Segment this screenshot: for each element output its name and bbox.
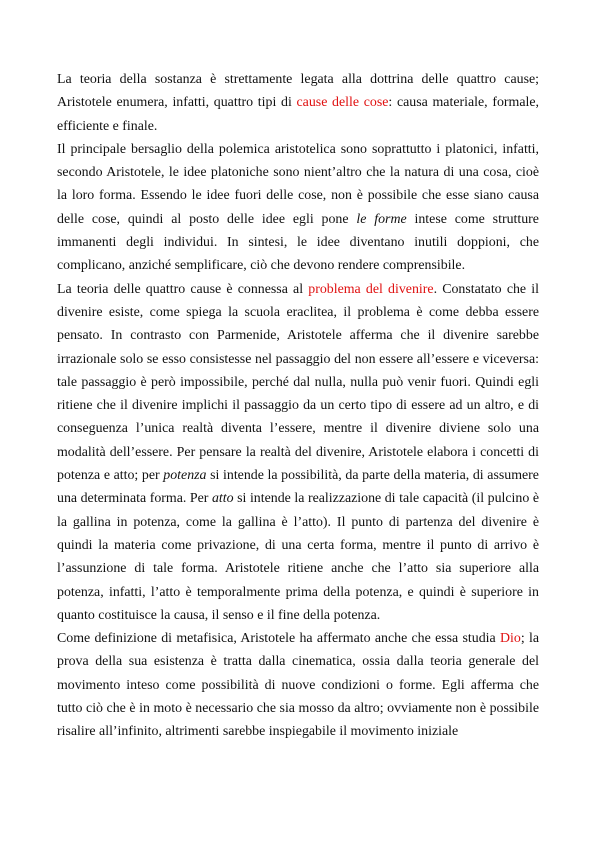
body-text	[57, 68, 539, 744]
text-run: La teoria delle quattro cause è connessa al	[57, 281, 309, 297]
emphasis-atto: atto	[211, 491, 234, 507]
paragraph-platonic-critique	[57, 138, 539, 278]
emphasis-le-forme: le forme	[356, 211, 407, 227]
paragraph-metaphysics-god	[57, 627, 539, 743]
text-run: Il principale bersaglio della polemica aristotelica sono soprattutto i platonici, infatti, secondo Aristotele, le idee platoniche sono nient’altro che la natura di una cosa, cioè la loro forma. Essendo le idee fuori delle cose, non è possibile che esse siano causa delle cose, quindi al posto delle idee egli pone	[57, 141, 539, 227]
text-run: : causa materiale, formale, efficiente e finale.	[57, 95, 539, 134]
text-run: ; la prova della sua esistenza è tratta dalla cinematica, ossia dalla teoria generale del movimento inteso come possibilità di nuove condizioni o forme. Egli afferma che tutto ciò che è in moto è necessario che sia mosso da altro; ovviamente non è possibile risalire all’infinito, altrimenti sarebbe inspiegabile il movimento iniziale	[57, 631, 539, 740]
text-run: Come definizione di metafisica, Aristotele ha affermato anche che essa studia	[57, 631, 500, 647]
link-problema-del-divenire[interactable]: problema del divenire	[308, 281, 434, 297]
link-dio[interactable]: Dio	[499, 631, 521, 647]
emphasis-potenza: potenza	[163, 468, 207, 484]
text-run: si intende la realizzazione di tale capacità (il pulcino è la gallina in potenza, come la gallina è l’atto). Il punto di partenza del divenire è quindi la materia come privazione, di una certa forma, mentre il punto di arrivo è l’assunzione di tale forma. Aristotele ritiene anche che l’atto sia superiore alla potenza, infatti, l’atto è temporalmente prima della potenza, e quindi è superiore in quanto costituisce la causa, il senso e il fine della potenza.	[57, 491, 539, 623]
text-run: . Constatato che il divenire esiste, come spiega la scuola eraclitea, il problema è come debba essere pensato. In contrasto con Parmenide, Aristotele afferma che il divenire sarebbe irrazionale solo se esso consistesse nel passaggio del non essere all’essere e viceversa: tale passaggio è però impossibile, perché dal nulla, nulla può venir fuori. Quindi egli ritiene che il divenire implichi il passaggio da un certo tipo di essere ad un altro, e di conseguenza l’unica realtà diventa l’essere, mentre il divenire diviene solo una modalità dell’essere. Per pensare la realtà del divenire, Aristotele elabora i concetti di potenza e atto; per	[57, 281, 539, 484]
link-cause-delle-cose[interactable]: cause delle cose	[296, 95, 389, 111]
text-run: si intende la possibilità, da parte della materia, di assumere una determinata forma. Per	[57, 468, 539, 507]
text-run: intese come strutture immanenti degli individui. In sintesi, le idee diventano inutili doppioni, che complicano, anziché semplificare, ciò che devono rendere comprensibile.	[57, 211, 539, 274]
paragraph-four-causes	[57, 68, 539, 138]
text-run: La teoria della sostanza è strettamente legata alla dottrina delle quattro cause; Aristotele enumera, infatti, quattro tipi di	[57, 72, 539, 111]
paragraph-becoming	[57, 278, 539, 627]
